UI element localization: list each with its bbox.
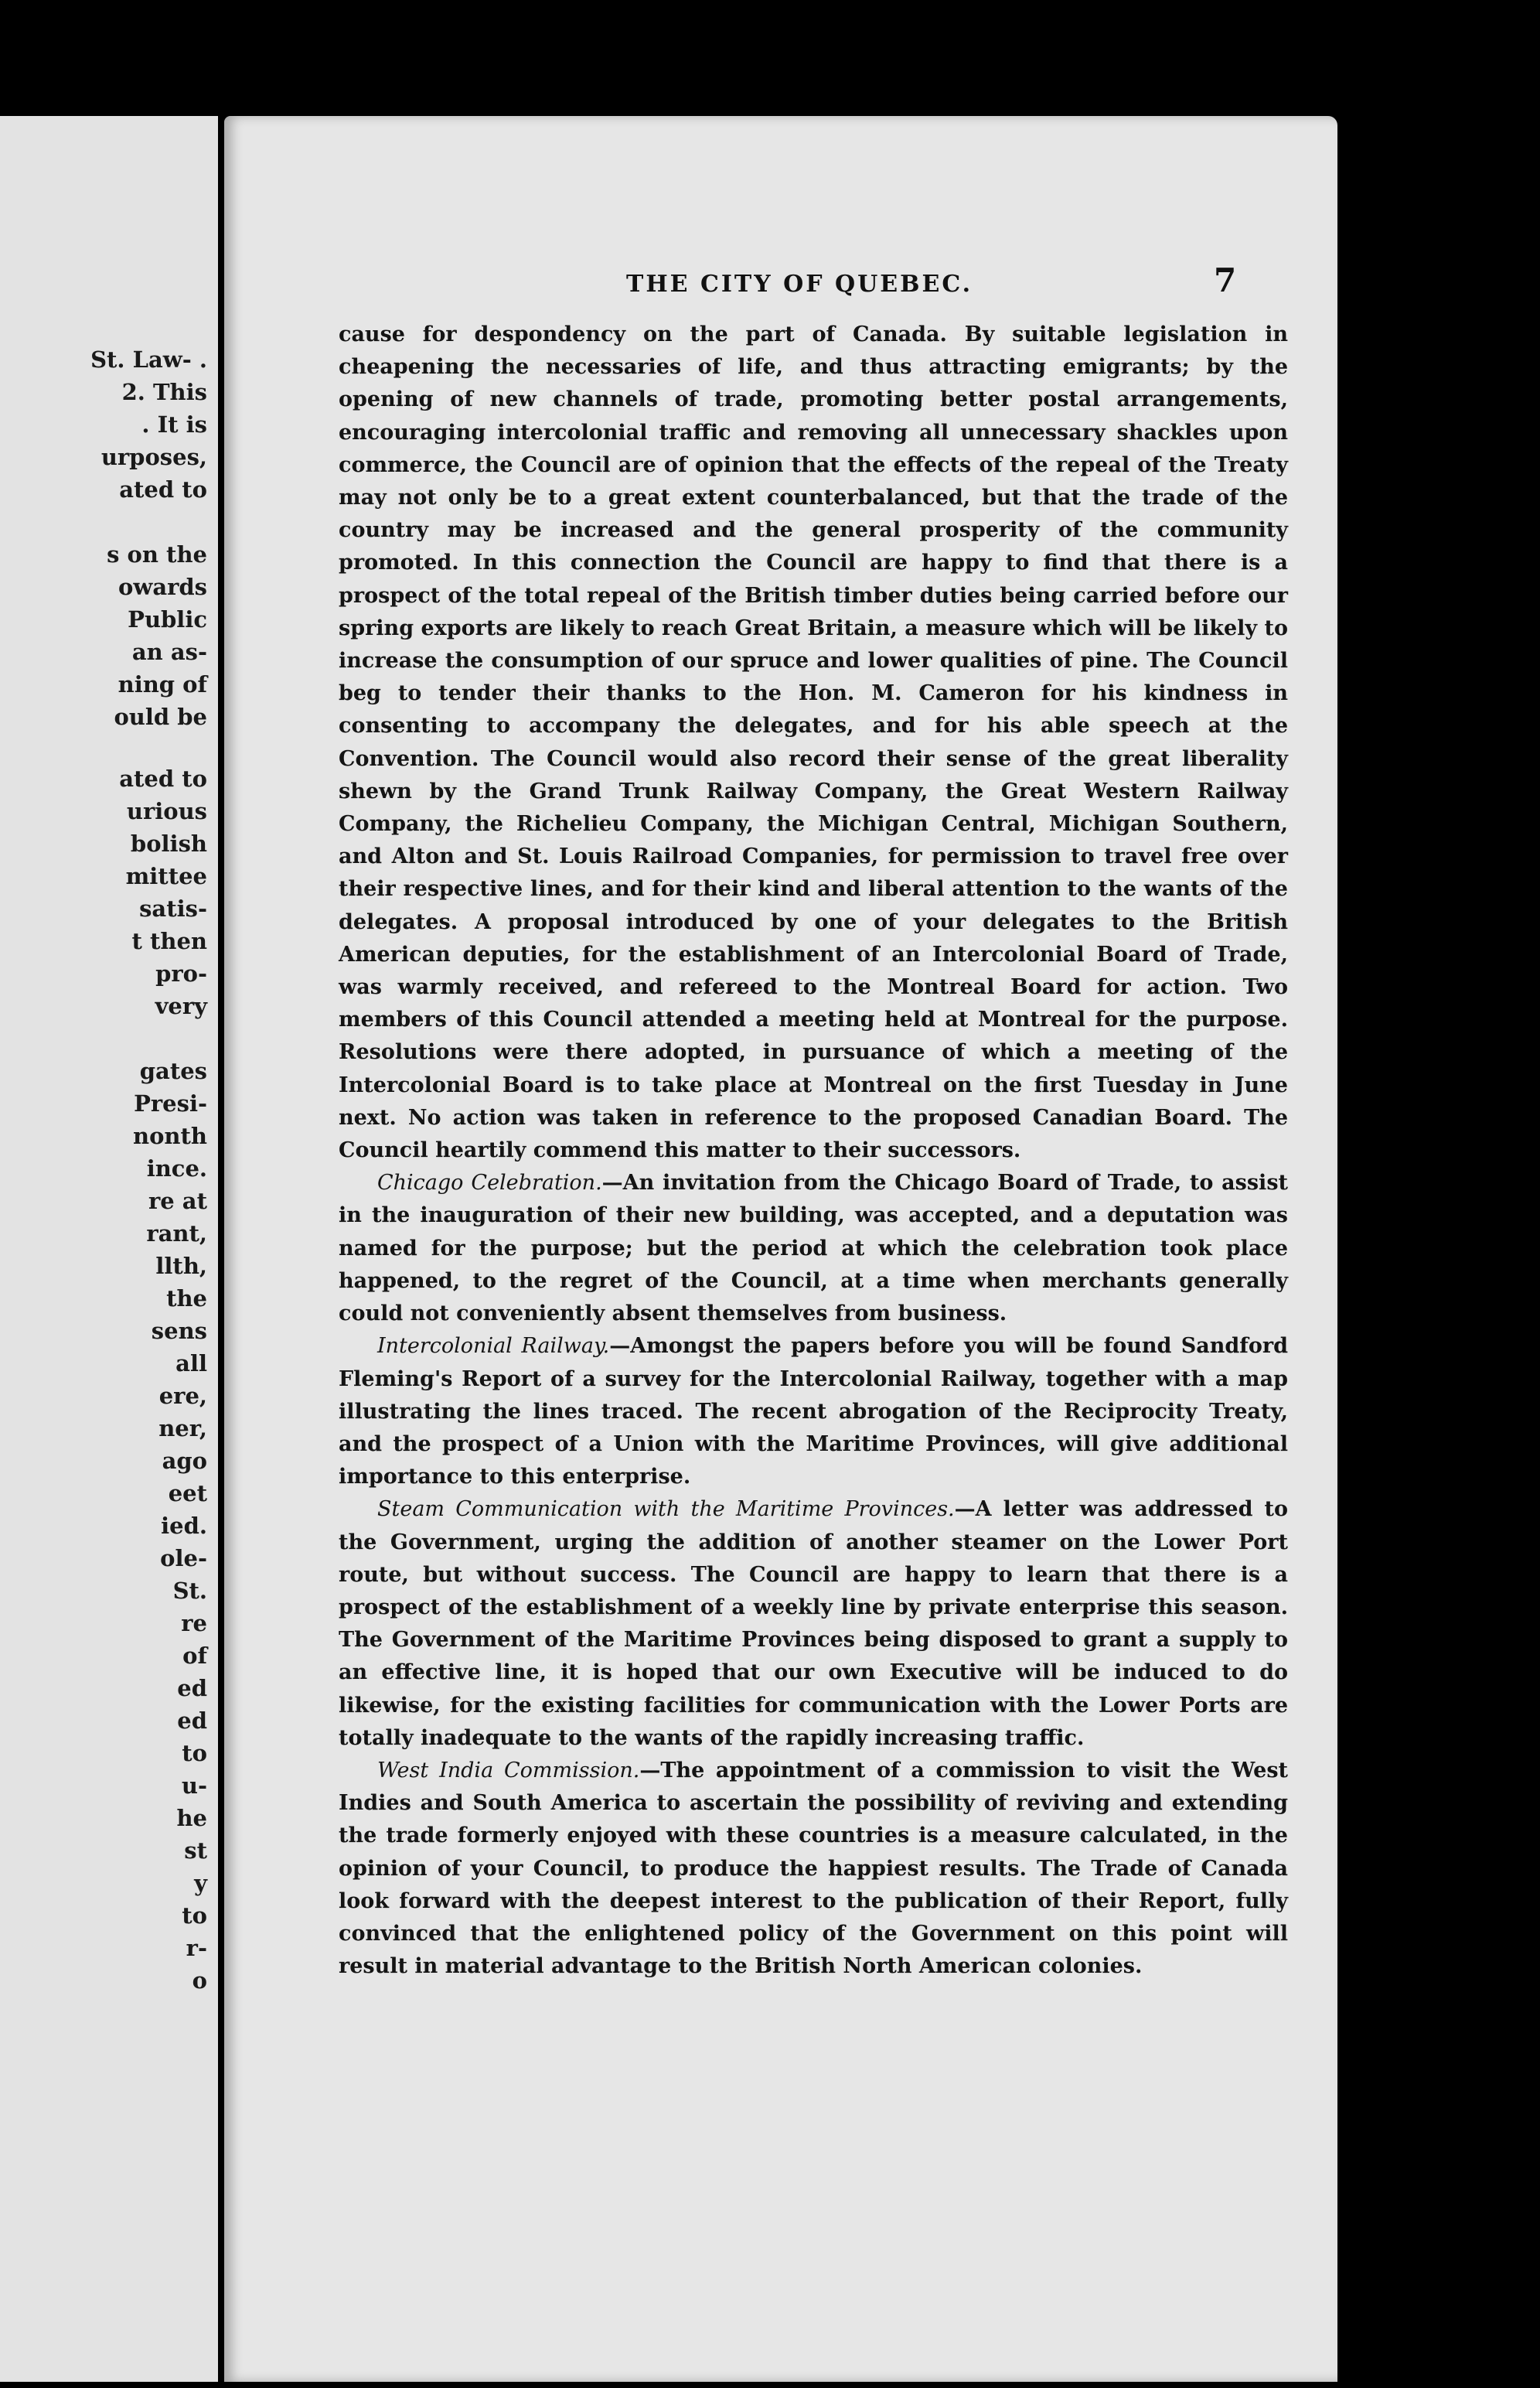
section-heading: Steam Communication with the Maritime Provinces. — [377, 1497, 955, 1522]
paragraph-steam-communication — [339, 1493, 1288, 1755]
left-page-line-fragment: ed — [177, 1675, 207, 1701]
left-page-line-fragment: u- — [181, 1772, 207, 1799]
left-page-line-fragment: y — [194, 1870, 207, 1896]
section-heading: Chicago Celebration. — [377, 1171, 602, 1196]
left-page-line-fragment: satis- — [139, 896, 207, 922]
left-page-line-fragment: mittee — [125, 863, 207, 889]
left-page-line-fragment: Presi- — [134, 1090, 207, 1117]
left-page-line-fragment: t then — [131, 928, 207, 954]
paragraph-text: —The appointment of a commission to visit the West Indies and South America to ascertain the possibility of reviving and extending the trade formerly enjoyed with these countries is a measure calculated, in the opinion of your Council, to produce the happiest results. The Trade of Canada look forward with the deepest interest to the publication of their Report, fully convinced that the enlightened policy of the Government on this point will result in material advantage to the British North American colonies. — [339, 1758, 1288, 1979]
paragraph-intro — [339, 319, 1288, 1167]
page-number: 7 — [1214, 261, 1237, 299]
left-page-line-fragment: very — [155, 993, 207, 1019]
paragraph-intercolonial-railway — [339, 1330, 1288, 1493]
left-page-line-fragment: ated to — [119, 476, 207, 503]
paragraph-text: cause for despondency on the part of Canada. By suitable legislation in cheapening the necessaries of life, and thus attracting emigrants; by the opening of new channels of trade, promoting better postal arrangements, encouraging intercolonial traffic and removing all unnecessary shackles upon commerce, the Council are of opinion that the effects of the repeal of the Treaty may not only be to a great extent counterbalanced, but that the trade of the country may be increased and the general prosperity of the community promoted. In this connection the Council are happy to find that there is a prospect of the total repeal of the British timber duties being carried before our spring exports are likely to reach Great Britain, a measure which will be likely to increase the consumption of our spruce and lower qualities of pine. The Council beg to tender their thanks to the Hon. M. Cameron for his kindness in consenting to accompany the delegates, and for his able speech at the Convention. The Council would also record their sense of the great liberality shewn by the Grand Trunk Railway Company, the Great Western Railway Company, the Richelieu Company, the Michigan Central, Michigan Southern, and Alton and St. Louis Railroad Companies, for permission to travel free over their respective lines, and for their kind and liberal attention to the wants of the delegates. A proposal introduced by one of your delegates to the British American deputies, for the establishment of an Intercolonial Board of Trade, was warmly received, and refereed to the Montreal Board for action. Two members of this Council attended a meeting held at Montreal for the purpose. Resolutions were there adopted, in pursuance of which a meeting of the Intercolonial Board is to take place at Montreal on the first Tuesday in June next. No action was taken in reference to the proposed Canadian Board. The Council heartily commend this matter to their successors. — [339, 322, 1288, 1163]
left-page-line-fragment: owards — [118, 574, 207, 600]
left-page-line-fragment: s on the — [107, 541, 207, 568]
left-page-line-fragment: ere, — [158, 1383, 207, 1409]
left-page-line-fragment: pro- — [155, 960, 207, 987]
left-page-line-fragment: urious — [126, 798, 207, 824]
left-page-line-fragment: to — [182, 1740, 207, 1766]
paragraph-text: —Amongst the papers before you will be found Sandford Fleming's Report of a survey for the Intercolonial Railway, together with a map illustrating the lines traced. The recent abrogation of the Reciprocity Treaty, and the prospect of a Union with the Maritime Provinces, will give additional importance to this enterprise. — [339, 1334, 1289, 1489]
left-page-line-fragment: rant, — [146, 1220, 207, 1247]
left-page-line-fragment: ole- — [160, 1545, 207, 1571]
left-page-line-fragment: ied. — [161, 1513, 207, 1539]
left-page-line-fragment: bolish — [130, 831, 207, 857]
section-heading: West India Commission. — [377, 1758, 640, 1782]
left-page-line-fragment: gates — [139, 1058, 207, 1084]
left-page-line-fragment: o — [192, 1967, 207, 1994]
paragraph-text: —A letter was addressed to the Government, urging the addition of another steamer on the Lower Port route, but without success. The Council are happy to learn that there is a prospect of the establishment of a weekly line by private enterprise this season. The Government of the Maritime Provinces being disposed to grant a supply to an effective line, it is hoped that our own Executive will be induced to do likewise, for the existing facilities for communication with the Lower Ports are totally inadequate to the wants of the rapidly increasing traffic. — [339, 1497, 1288, 1750]
section-heading: Intercolonial Railway. — [377, 1334, 610, 1359]
paragraph-west-india-commission — [339, 1755, 1288, 1983]
left-page-line-fragment: all — [175, 1350, 207, 1377]
left-page-line-fragment: of — [182, 1643, 207, 1669]
left-page-line-fragment: . It is — [141, 411, 207, 438]
left-page-line-fragment: sens — [151, 1318, 207, 1344]
left-page-line-fragment: ning of — [118, 671, 207, 698]
running-header — [224, 261, 1337, 308]
paragraph-text: —An invitation from the Chicago Board of Trade, to assist in the inauguration of their new building, was accepted, and a deputation was named for the purpose; but the period at which the celebration took place happened, to the regret of the Council, at a time when merchants generally could not conveniently absent themselves from business. — [339, 1171, 1288, 1326]
left-page-line-fragment: Public — [128, 606, 207, 633]
left-page-line-fragment: llth, — [155, 1253, 207, 1279]
left-page-line-fragment: 2. This — [121, 379, 207, 405]
left-page-line-fragment: ago — [162, 1448, 207, 1474]
left-page-line-fragment: nonth — [133, 1123, 207, 1149]
left-page-fragment — [0, 116, 218, 2382]
left-page-line-fragment: he — [176, 1805, 207, 1831]
left-page-line-fragment: ould be — [114, 704, 207, 730]
left-page-line-fragment: to — [182, 1902, 207, 1929]
left-page-line-fragment: re — [181, 1610, 207, 1636]
left-page-line-fragment: ner, — [158, 1415, 207, 1441]
left-page-line-fragment: r- — [186, 1935, 207, 1961]
left-page-line-fragment: ince. — [146, 1155, 207, 1182]
left-page-line-fragment: st — [184, 1837, 207, 1864]
left-page-line-fragment: St. — [172, 1578, 207, 1604]
left-page-line-fragment: the — [166, 1285, 207, 1312]
running-title: THE CITY OF QUEBEC. — [626, 271, 973, 298]
left-page-line-fragment: eet — [168, 1480, 207, 1506]
left-page-line-fragment: St. Law- . — [90, 346, 207, 373]
body-text — [339, 319, 1288, 1983]
left-page-line-fragment: urposes, — [101, 444, 207, 470]
left-page-line-fragment: re at — [148, 1188, 207, 1214]
paragraph-chicago-celebration — [339, 1167, 1288, 1330]
left-page-line-fragment: ated to — [119, 766, 207, 792]
main-page — [224, 116, 1337, 2382]
left-page-line-fragment: ed — [177, 1707, 207, 1734]
left-page-line-fragment: an as- — [131, 639, 207, 665]
